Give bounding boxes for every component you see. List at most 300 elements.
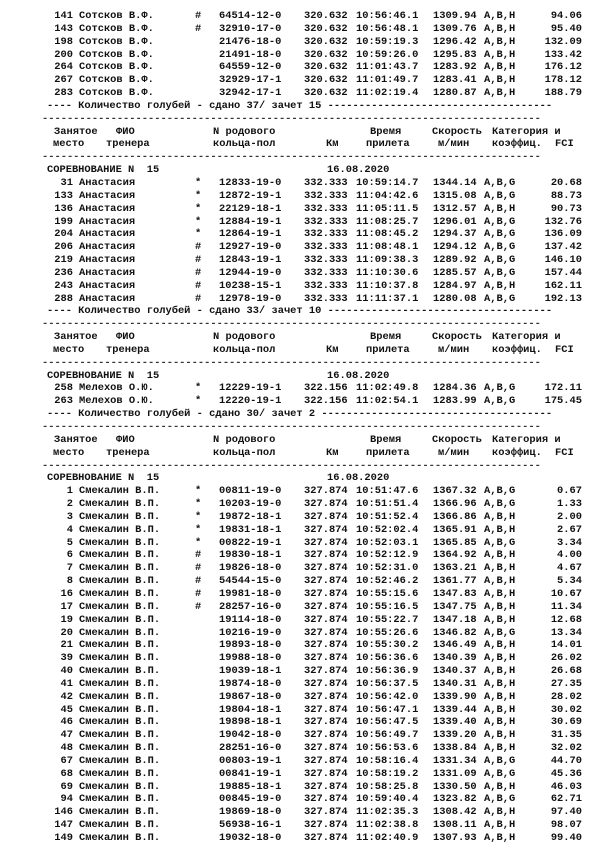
result-row (0, 678, 600, 691)
result-speed: 1339.90 (433, 690, 477, 703)
result-fci: 13.34 (550, 626, 582, 639)
result-speed: 1280.87 (433, 87, 477, 100)
result-km: 327.874 (304, 600, 348, 613)
result-row (0, 781, 600, 794)
result-fci: 137.42 (544, 241, 582, 254)
result-mark: * (195, 202, 202, 215)
result-time: 10:58:16.4 (356, 754, 419, 767)
result-speed: 1285.57 (433, 266, 477, 279)
result-km: 327.874 (304, 626, 348, 639)
result-cat: A,B,G (484, 754, 516, 767)
result-speed: 1340.39 (433, 652, 477, 665)
result-name: Смекалин В.П. (79, 549, 161, 562)
result-time: 11:11:37.1 (356, 292, 419, 305)
result-ring: 32942-17-1 (219, 87, 282, 100)
result-fci: 176.12 (544, 61, 582, 74)
column-header-time: прилета (366, 343, 410, 356)
result-mark: # (195, 562, 202, 575)
result-speed: 1347.75 (433, 600, 477, 613)
result-km: 327.874 (304, 485, 348, 498)
result-time: 11:01:49.7 (356, 74, 419, 87)
result-cat: A,B,H (484, 703, 516, 716)
result-row (0, 793, 600, 806)
result-speed: 1331.09 (433, 767, 477, 780)
result-fci: 136.09 (544, 228, 582, 241)
column-header-speed: м/мин (438, 138, 470, 151)
result-ring: 19988-18-0 (219, 652, 282, 665)
column-header-cat: коэффиц. (492, 446, 542, 459)
result-km: 327.874 (304, 742, 348, 755)
result-km: 327.874 (304, 498, 348, 511)
result-km: 332.333 (304, 228, 348, 241)
result-name: Смекалин В.П. (79, 485, 161, 498)
result-fci: 192.13 (544, 292, 582, 305)
result-ring: 19039-18-1 (219, 665, 282, 678)
result-fci: 172.11 (544, 382, 582, 395)
result-ring: 28251-16-0 (219, 742, 282, 755)
result-ring: 12864-19-1 (219, 228, 282, 241)
result-row (0, 280, 600, 293)
result-cat: A,B,H (484, 575, 516, 588)
result-time: 10:55:15.6 (356, 587, 419, 600)
result-time: 11:02:19.4 (356, 87, 419, 100)
result-time: 10:59:26.0 (356, 48, 419, 61)
result-place: 40 (60, 665, 73, 678)
result-km: 332.333 (304, 241, 348, 254)
result-place: 5 (66, 536, 73, 549)
result-ring: 32929-17-1 (219, 74, 282, 87)
result-place: 198 (54, 35, 73, 48)
results-document (0, 10, 600, 845)
result-speed: 1283.41 (433, 74, 477, 87)
result-name: Анастасия (79, 292, 136, 305)
result-place: 147 (54, 819, 73, 832)
result-speed: 1364.92 (433, 549, 477, 562)
result-km: 322.156 (304, 382, 348, 395)
result-ring: 00841-19-1 (219, 767, 282, 780)
result-name: Смекалин В.П. (79, 587, 161, 600)
result-cat: A,B,G (484, 395, 516, 408)
competition-date: 16.08.2020 (327, 369, 390, 382)
result-place: 288 (54, 292, 73, 305)
result-mark: * (195, 485, 202, 498)
separator-text: -------------------------------------------------------------------------------- (42, 356, 541, 369)
result-mark: # (195, 241, 202, 254)
result-ring: 00822-19-1 (219, 536, 282, 549)
result-row (0, 806, 600, 819)
result-mark: * (195, 382, 202, 395)
result-km: 332.333 (304, 266, 348, 279)
result-ring: 64514-12-0 (219, 10, 282, 22)
result-km: 320.632 (304, 10, 348, 22)
result-ring: 56938-16-1 (219, 819, 282, 832)
result-fci: 88.73 (550, 189, 582, 202)
result-place: 146 (54, 806, 73, 819)
result-km: 332.333 (304, 176, 348, 189)
competition-title-row (0, 370, 600, 383)
result-name: Смекалин В.П. (79, 729, 161, 742)
result-cat: A,B,G (484, 176, 516, 189)
result-cat: A,B,H (484, 716, 516, 729)
result-place: 267 (54, 74, 73, 87)
result-row (0, 549, 600, 562)
column-header-row (0, 344, 600, 357)
result-fci: 30.69 (550, 716, 582, 729)
result-km: 327.874 (304, 523, 348, 536)
result-name: Сотсков В.Ф. (79, 61, 154, 74)
result-row (0, 755, 600, 768)
column-header-fio: тренера (106, 138, 150, 151)
result-cat: A,B,H (484, 677, 516, 690)
result-time: 11:08:25.7 (356, 215, 419, 228)
result-row (0, 665, 600, 678)
result-row (0, 614, 600, 627)
result-name: Сотсков В.Ф. (79, 10, 154, 22)
separator-line (0, 421, 600, 434)
result-speed: 1330.50 (433, 780, 477, 793)
result-speed: 1346.49 (433, 639, 477, 652)
result-speed: 1283.99 (433, 395, 477, 408)
result-row (0, 627, 600, 640)
result-time: 11:01:43.7 (356, 61, 419, 74)
result-ring: 19042-18-0 (219, 729, 282, 742)
column-header-ring: N родового (213, 331, 276, 344)
result-place: 46 (60, 716, 73, 729)
result-place: 8 (66, 575, 73, 588)
result-fci: 32.02 (550, 742, 582, 755)
result-time: 10:55:30.2 (356, 639, 419, 652)
result-km: 320.632 (304, 87, 348, 100)
result-time: 10:56:36.9 (356, 665, 419, 678)
column-header-place: Занятое (54, 331, 98, 344)
result-speed: 1340.37 (433, 665, 477, 678)
result-speed: 1283.92 (433, 61, 477, 74)
result-km: 320.632 (304, 22, 348, 35)
result-fci: 146.10 (544, 254, 582, 267)
result-fci: 31.35 (550, 729, 582, 742)
result-row (0, 742, 600, 755)
column-header-row (0, 126, 600, 139)
result-row (0, 203, 600, 216)
result-ring: 64559-12-0 (219, 61, 282, 74)
result-mark: # (195, 575, 202, 588)
result-speed: 1309.94 (433, 10, 477, 22)
result-place: 199 (54, 215, 73, 228)
result-ring: 21476-18-0 (219, 35, 282, 48)
result-row (0, 729, 600, 742)
result-cat: A,B,H (484, 87, 516, 100)
result-km: 327.874 (304, 536, 348, 549)
result-time: 10:51:52.4 (356, 510, 419, 523)
result-ring: 28257-16-0 (219, 600, 282, 613)
result-speed: 1309.76 (433, 22, 477, 35)
result-name: Смекалин В.П. (79, 793, 161, 806)
result-km: 322.156 (304, 395, 348, 408)
result-row (0, 74, 600, 87)
result-ring: 19867-18-0 (219, 690, 282, 703)
result-name: Смекалин В.П. (79, 652, 161, 665)
result-fci: 133.42 (544, 48, 582, 61)
result-speed: 1339.44 (433, 703, 477, 716)
result-ring: 19874-18-0 (219, 677, 282, 690)
separator-text: -------------------------------------------------------------------------------- (42, 318, 541, 331)
result-time: 10:55:16.5 (356, 600, 419, 613)
result-time: 10:58:19.2 (356, 767, 419, 780)
result-name: Сотсков В.Ф. (79, 35, 154, 48)
result-mark: * (195, 395, 202, 408)
column-header-fio: ФИО (116, 331, 135, 344)
result-speed: 1312.57 (433, 202, 477, 215)
result-ring: 12843-19-1 (219, 254, 282, 267)
column-header-fio: ФИО (116, 433, 135, 446)
result-time: 10:51:51.4 (356, 498, 419, 511)
result-time: 11:10:37.8 (356, 279, 419, 292)
result-speed: 1294.37 (433, 228, 477, 241)
result-name: Смекалин В.П. (79, 562, 161, 575)
result-name: Смекалин В.П. (79, 767, 161, 780)
result-name: Смекалин В.П. (79, 819, 161, 832)
result-row (0, 716, 600, 729)
result-row (0, 588, 600, 601)
column-header-speed: Скорость (432, 433, 482, 446)
competition-label: СОРЕВНОВАНИЕ N 15 (47, 472, 160, 485)
result-fci: 157.44 (544, 266, 582, 279)
result-ring: 19032-18-0 (219, 832, 282, 844)
result-fci: 30.02 (550, 703, 582, 716)
result-place: 42 (60, 690, 73, 703)
result-fci: 10.67 (550, 587, 582, 600)
result-fci: 26.02 (550, 652, 582, 665)
result-speed: 1338.84 (433, 742, 477, 755)
separator-text: -------------------------------------------------------------------------------- (42, 112, 541, 125)
column-header-ring: кольца-пол (213, 138, 276, 151)
result-ring: 12944-19-0 (219, 266, 282, 279)
result-place: 136 (54, 202, 73, 215)
result-time: 10:52:46.2 (356, 575, 419, 588)
result-name: Анастасия (79, 202, 136, 215)
result-fci: 99.40 (550, 832, 582, 844)
result-place: 141 (54, 10, 73, 22)
result-km: 327.874 (304, 819, 348, 832)
result-ring: 19831-18-1 (219, 523, 282, 536)
result-ring: 12833-19-0 (219, 176, 282, 189)
result-place: 21 (60, 639, 73, 652)
column-header-place: место (53, 446, 85, 459)
result-row (0, 832, 600, 845)
result-name: Мелехов О.Ю. (79, 382, 154, 395)
result-cat: A,B,G (484, 189, 516, 202)
result-time: 11:04:42.6 (356, 189, 419, 202)
result-name: Смекалин В.П. (79, 806, 161, 819)
result-cat: A,B,G (484, 793, 516, 806)
result-mark: * (195, 536, 202, 549)
result-fci: 27.35 (550, 677, 582, 690)
result-fci: 97.40 (550, 806, 582, 819)
result-ring: 19885-18-1 (219, 780, 282, 793)
result-time: 10:56:37.5 (356, 677, 419, 690)
result-time: 10:52:03.1 (356, 536, 419, 549)
result-km: 327.874 (304, 549, 348, 562)
result-mark: # (195, 10, 202, 22)
result-ring: 32910-17-0 (219, 22, 282, 35)
result-place: 1 (66, 485, 73, 498)
column-header-km: Км (326, 343, 339, 356)
result-row (0, 704, 600, 717)
result-fci: 44.70 (550, 754, 582, 767)
competition-date: 16.08.2020 (327, 164, 390, 177)
result-time: 10:52:31.0 (356, 562, 419, 575)
result-fci: 90.73 (550, 202, 582, 215)
result-cat: A,B,H (484, 639, 516, 652)
result-mark: # (195, 266, 202, 279)
result-time: 10:59:40.4 (356, 793, 419, 806)
result-cat: A,B,H (484, 48, 516, 61)
result-name: Сотсков В.Ф. (79, 74, 154, 87)
result-place: 68 (60, 767, 73, 780)
result-time: 10:56:49.7 (356, 729, 419, 742)
result-place: 19 (60, 613, 73, 626)
result-row (0, 241, 600, 254)
competition-label: СОРЕВНОВАНИЕ N 15 (47, 164, 160, 177)
result-ring: 19869-18-0 (219, 806, 282, 819)
result-row (0, 293, 600, 306)
result-speed: 1315.08 (433, 189, 477, 202)
result-mark: * (195, 176, 202, 189)
result-place: 6 (66, 549, 73, 562)
result-ring: 12229-19-1 (219, 382, 282, 395)
column-header-time: Время (370, 331, 402, 344)
result-ring: 19898-18-1 (219, 716, 282, 729)
result-place: 7 (66, 562, 73, 575)
column-header-row (0, 447, 600, 460)
result-fci: 5.34 (557, 575, 582, 588)
result-mark: # (195, 292, 202, 305)
result-time: 10:56:47.1 (356, 703, 419, 716)
result-fci: 95.40 (550, 22, 582, 35)
result-cat: A,B,H (484, 742, 516, 755)
result-row (0, 691, 600, 704)
result-time: 11:10:30.6 (356, 266, 419, 279)
result-ring: 00803-19-1 (219, 754, 282, 767)
result-fci: 132.09 (544, 35, 582, 48)
result-cat: A,B,G (484, 228, 516, 241)
result-row (0, 601, 600, 614)
result-km: 327.874 (304, 690, 348, 703)
separator-text: -------------------------------------------------------------------------------- (42, 421, 541, 433)
result-time: 10:55:26.6 (356, 626, 419, 639)
column-header-place: место (53, 343, 85, 356)
result-place: 219 (54, 254, 73, 267)
result-cat: A,B,G (484, 536, 516, 549)
result-ring: 10216-19-0 (219, 626, 282, 639)
result-time: 10:52:02.4 (356, 523, 419, 536)
result-ring: 19804-18-1 (219, 703, 282, 716)
column-header-fio: тренера (106, 446, 150, 459)
result-cat: A,B,H (484, 202, 516, 215)
result-time: 11:09:38.3 (356, 254, 419, 267)
column-header-km: Км (326, 138, 339, 151)
result-place: 20 (60, 626, 73, 639)
result-cat: A,B,H (484, 652, 516, 665)
result-ring: 12884-19-1 (219, 215, 282, 228)
result-speed: 1363.21 (433, 562, 477, 575)
result-cat: A,B,H (484, 549, 516, 562)
result-ring: 00811-19-0 (219, 485, 282, 498)
result-row (0, 382, 600, 395)
result-cat: A,B,H (484, 510, 516, 523)
result-speed: 1295.83 (433, 48, 477, 61)
column-header-time: Время (370, 433, 402, 446)
result-row (0, 575, 600, 588)
result-speed: 1307.93 (433, 832, 477, 844)
result-mark: # (195, 279, 202, 292)
result-place: 243 (54, 279, 73, 292)
result-name: Анастасия (79, 215, 136, 228)
result-km: 332.333 (304, 202, 348, 215)
result-cat: A,B,G (484, 266, 516, 279)
competition-title-row (0, 164, 600, 177)
result-cat: A,B,H (484, 279, 516, 292)
column-header-ring: кольца-пол (213, 343, 276, 356)
result-name: Смекалин В.П. (79, 665, 161, 678)
result-time: 11:02:49.8 (356, 382, 419, 395)
result-km: 327.874 (304, 729, 348, 742)
result-place: 258 (54, 382, 73, 395)
result-row (0, 87, 600, 100)
result-fci: 132.76 (544, 215, 582, 228)
result-cat: A,B,G (484, 626, 516, 639)
result-row (0, 537, 600, 550)
result-ring: 12978-19-0 (219, 292, 282, 305)
result-fci: 188.79 (544, 87, 582, 100)
result-row (0, 228, 600, 241)
column-header-ring: N родового (213, 125, 276, 138)
result-fci: 20.68 (550, 176, 582, 189)
separator-line (0, 151, 600, 164)
result-name: Смекалин В.П. (79, 716, 161, 729)
result-ring: 19826-18-0 (219, 562, 282, 575)
result-fci: 94.06 (550, 10, 582, 22)
result-place: 3 (66, 510, 73, 523)
separator-text: -------------------------------------------------------------------------------- (42, 459, 541, 472)
result-place: 45 (60, 703, 73, 716)
column-header-place: место (53, 138, 85, 151)
result-mark: * (195, 523, 202, 536)
result-ring: 12872-19-1 (219, 189, 282, 202)
result-speed: 1347.83 (433, 587, 477, 600)
result-time: 11:02:40.9 (356, 832, 419, 844)
result-name: Смекалин В.П. (79, 626, 161, 639)
result-fci: 45.36 (550, 767, 582, 780)
result-name: Сотсков В.Ф. (79, 22, 154, 35)
result-row (0, 524, 600, 537)
column-header-cat: Категория и (492, 331, 561, 344)
result-cat: A,B,H (484, 665, 516, 678)
result-row (0, 267, 600, 280)
result-time: 10:56:47.5 (356, 716, 419, 729)
result-speed: 1367.32 (433, 485, 477, 498)
result-time: 10:51:47.6 (356, 485, 419, 498)
result-place: 47 (60, 729, 73, 742)
column-header-ring: N родового (213, 433, 276, 446)
result-km: 327.874 (304, 587, 348, 600)
result-speed: 1284.36 (433, 382, 477, 395)
column-header-fci: FCI (555, 343, 574, 356)
column-header-speed: Скорость (432, 331, 482, 344)
result-cat: A,B,H (484, 600, 516, 613)
result-cat: A,B,H (484, 729, 516, 742)
column-header-row (0, 138, 600, 151)
